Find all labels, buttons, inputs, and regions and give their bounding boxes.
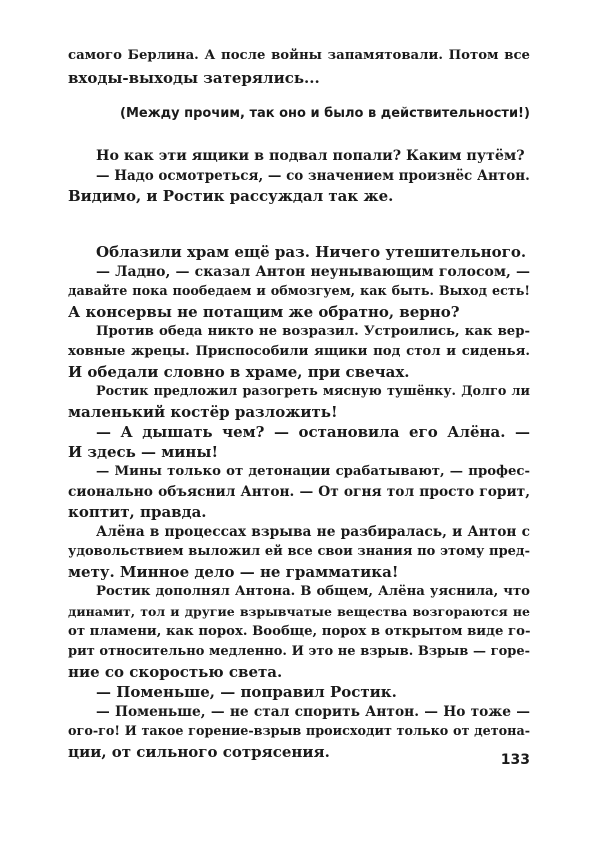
text-line: входы-выходы затерялись... (68, 69, 320, 87)
text-line: Но как эти ящики в подвал попали? Каким путём? (96, 148, 525, 164)
text-line: ние со скоростью света. (68, 663, 283, 681)
text-line: — Мины только от детонации срабатывают, — профес- (96, 464, 530, 479)
text-line: Ростик дополнял Антона. В общем, Алёна уяснила, что (96, 584, 530, 599)
text-line: коптит, правда. (68, 503, 207, 521)
text-line: маленький костёр разложить! (68, 403, 338, 421)
text-line: самого Берлина. А после войны запамятовали. Потом все (68, 48, 530, 63)
text-line: динамит, тол и другие взрывчатые вещества возгораются не (68, 604, 530, 619)
text-line: мету. Минное дело — не грамматика! (68, 563, 399, 581)
text-line: — Ладно, — сказал Антон неунывающим голосом, — (96, 264, 530, 280)
text-line: сионально объяснил Антон. — От огня тол просто горит, (68, 484, 530, 500)
text-line: Видимо, и Ростик рассуждал так же. (68, 187, 394, 205)
text-line: Облазили храм ещё раз. Ничего утешительного. (96, 243, 527, 261)
text-line: Алёна в процессах взрыва не разбиралась, и Антон с (96, 524, 530, 540)
text-line: И здесь — мины! (68, 443, 219, 461)
text-line: удовольствием выложил ей все свои знания по этому пред- (68, 544, 530, 559)
text-line: А консервы не потащим же обратно, верно? (68, 303, 460, 321)
text-line: рит относительно медленно. И это не взрыв. Взрыв — горе- (68, 644, 530, 659)
author-note: (Между прочим, так оно и было в действительности!) (120, 106, 530, 121)
text-line: И обедали словно в храме, при свечах. (68, 363, 410, 381)
text-line: — А дышать чем? — остановила его Алёна. — (96, 423, 530, 441)
text-line: Против обеда никто не возразил. Устроились, как вер- (96, 324, 530, 339)
page-number: 133 (500, 752, 530, 768)
text-line: давайте пока пообедаем и обмозгуем, как быть. Выход есть! (68, 284, 530, 299)
text-line: ховные жрецы. Приспособили ящики под стол и сиденья. (68, 344, 530, 359)
text-line: — Поменьше, — не стал спорить Антон. — Но тоже — (96, 704, 530, 720)
text-line: ого-го! И такое горение-взрыв происходит только от детона- (68, 724, 530, 739)
text-line: от пламени, как порох. Вообще, порох в открытом виде го- (68, 624, 531, 639)
text-line: ции, от сильного сотрясения. (68, 743, 330, 761)
text-line: Ростик предложил разогреть мясную тушёнку. Долго ли (96, 384, 530, 399)
text-line: — Поменьше, — поправил Ростик. (96, 683, 397, 701)
text-line: — Надо осмотреться, — со значением произнёс Антон. (96, 168, 530, 184)
